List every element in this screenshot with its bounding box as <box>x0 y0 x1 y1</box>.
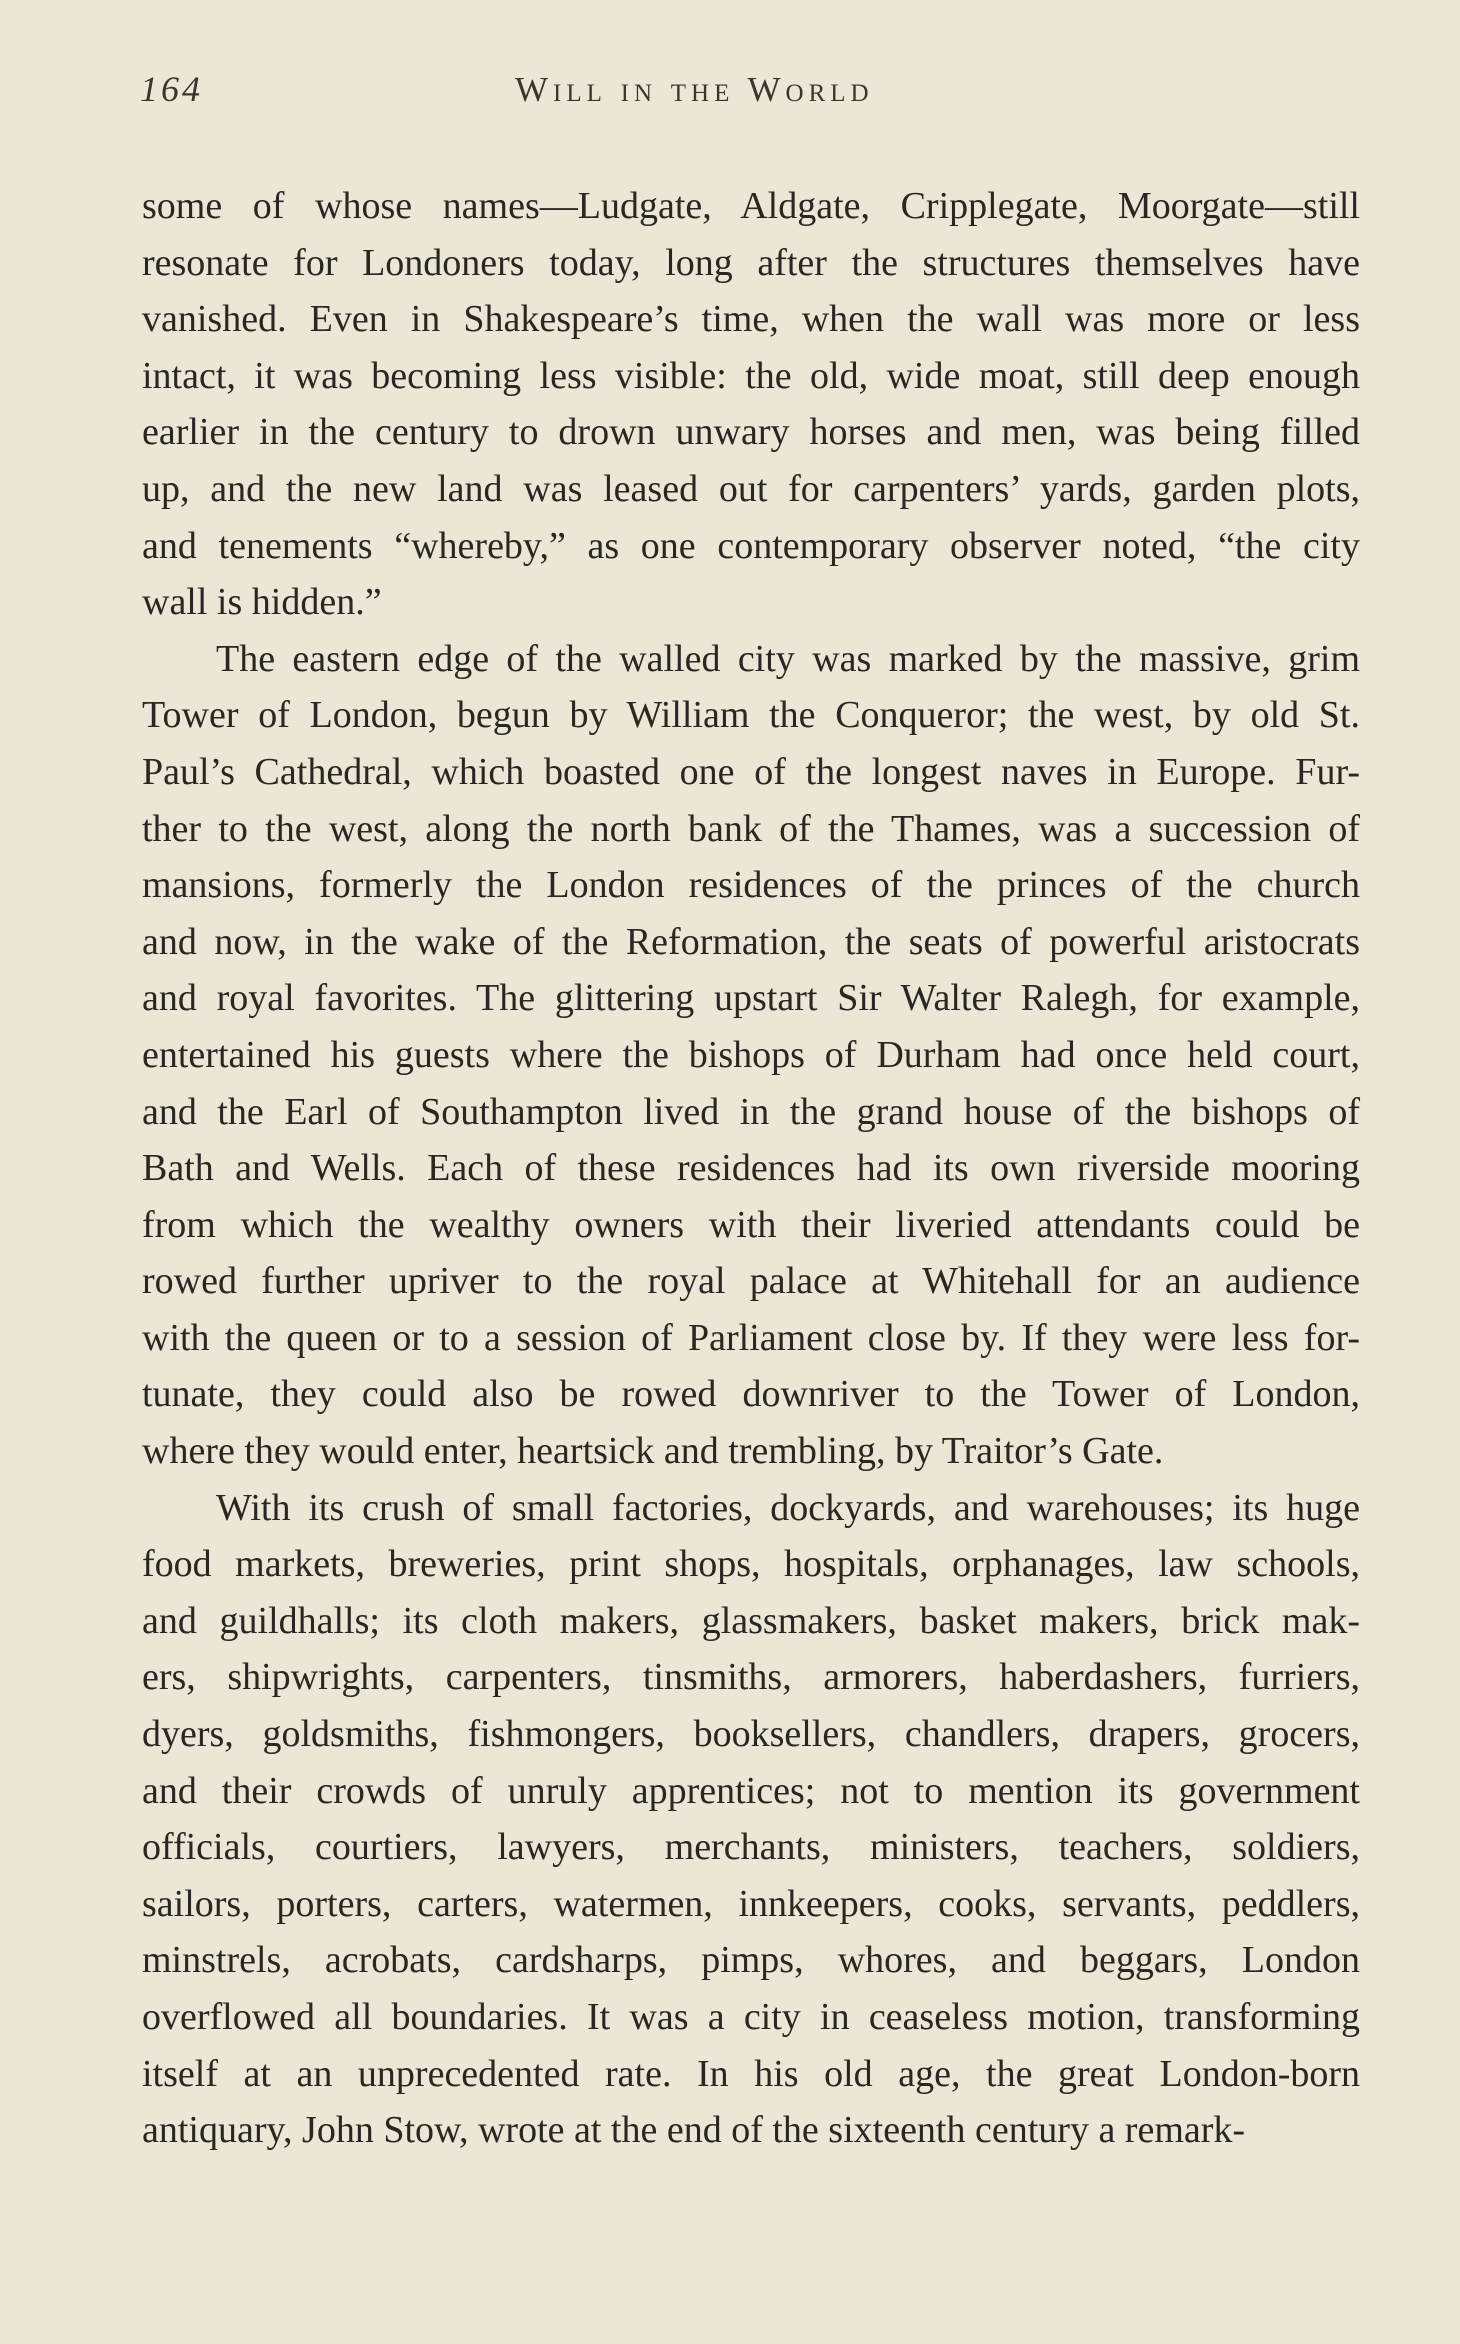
text-line: minstrels, acrobats, cardsharps, pimps, whores, and beggars, London <box>142 1939 1360 1982</box>
text-line: wall is hidden.” <box>142 581 382 624</box>
text-line: itself at an unprecedented rate. In his old age, the great London-born <box>142 2052 1360 2095</box>
text-line: dyers, goldsmiths, fishmongers, booksellers, chandlers, drapers, grocers, <box>142 1713 1360 1756</box>
text-line: Bath and Wells. Each of these residences had its own riverside mooring <box>142 1147 1360 1190</box>
text-line: intact, it was becoming less visible: the old, wide moat, still deep enough <box>142 354 1360 397</box>
text-line: resonate for Londoners today, long after the structures themselves have <box>142 241 1360 284</box>
text-line: mansions, formerly the London residences of the princes of the church <box>142 864 1360 907</box>
text-line: where they would enter, heartsick and trembling, by Traitor’s Gate. <box>142 1430 1164 1473</box>
text-line: and royal favorites. The glittering upstart Sir Walter Ralegh, for example, <box>142 977 1360 1020</box>
text-line: tunate, they could also be rowed downriver to the Tower of London, <box>142 1373 1360 1416</box>
text-line: The eastern edge of the walled city was marked by the massive, grim <box>216 637 1360 680</box>
text-line: earlier in the century to drown unwary horses and men, was being filled <box>142 411 1360 454</box>
text-line: with the queen or to a session of Parliament close by. If they were less for- <box>142 1316 1360 1359</box>
text-line: and their crowds of unruly apprentices; not to mention its government <box>142 1769 1360 1812</box>
text-line: officials, courtiers, lawyers, merchants, ministers, teachers, soldiers, <box>142 1826 1360 1869</box>
text-line: With its crush of small factories, dockyards, and warehouses; its huge <box>216 1486 1360 1529</box>
text-line: antiquary, John Stow, wrote at the end of the sixteenth century a remark- <box>142 2109 1246 2152</box>
paragraph <box>142 178 1360 631</box>
page-number: 164 <box>140 69 203 109</box>
text-line: ers, shipwrights, carpenters, tinsmiths, armorers, haberdashers, furriers, <box>142 1656 1360 1699</box>
text-line: and the Earl of Southampton lived in the grand house of the bishops of <box>142 1090 1360 1133</box>
book-title: Will in the World <box>515 70 874 109</box>
text-line: from which the wealthy owners with their liveried attendants could be <box>142 1203 1360 1246</box>
text-line: Tower of London, begun by William the Conqueror; the west, by old St. <box>142 694 1360 737</box>
text-line: overflowed all boundaries. It was a city in ceaseless motion, transforming <box>142 1996 1360 2038</box>
running-head <box>140 68 1360 118</box>
text-line: Paul’s Cathedral, which boasted one of the longest naves in Europe. Fur- <box>142 750 1360 793</box>
text-line: and tenements “whereby,” as one contemporary observer noted, “the city <box>142 524 1360 567</box>
text-line: food markets, breweries, print shops, hospitals, orphanages, law schools, <box>142 1543 1360 1586</box>
text-line: ther to the west, along the north bank of the Thames, was a succession of <box>142 807 1360 850</box>
paragraph <box>142 631 1360 1480</box>
text-line: rowed further upriver to the royal palace at Whitehall for an audience <box>142 1260 1360 1303</box>
body-text <box>142 178 1360 2159</box>
text-line: some of whose names—Ludgate, Aldgate, Cripplegate, Moorgate—still <box>142 185 1360 227</box>
text-line: and now, in the wake of the Reformation, the seats of powerful aristocrats <box>142 920 1360 963</box>
text-line: vanished. Even in Shakespeare’s time, when the wall was more or less <box>142 298 1360 341</box>
paragraph <box>142 1480 1360 2159</box>
text-line: sailors, porters, carters, watermen, innkeepers, cooks, servants, peddlers, <box>142 1882 1360 1925</box>
text-line: entertained his guests where the bishops of Durham had once held court, <box>142 1033 1360 1076</box>
text-line: and guildhalls; its cloth makers, glassmakers, basket makers, brick mak- <box>142 1599 1360 1642</box>
text-line: up, and the new land was leased out for carpenters’ yards, garden plots, <box>142 467 1360 510</box>
